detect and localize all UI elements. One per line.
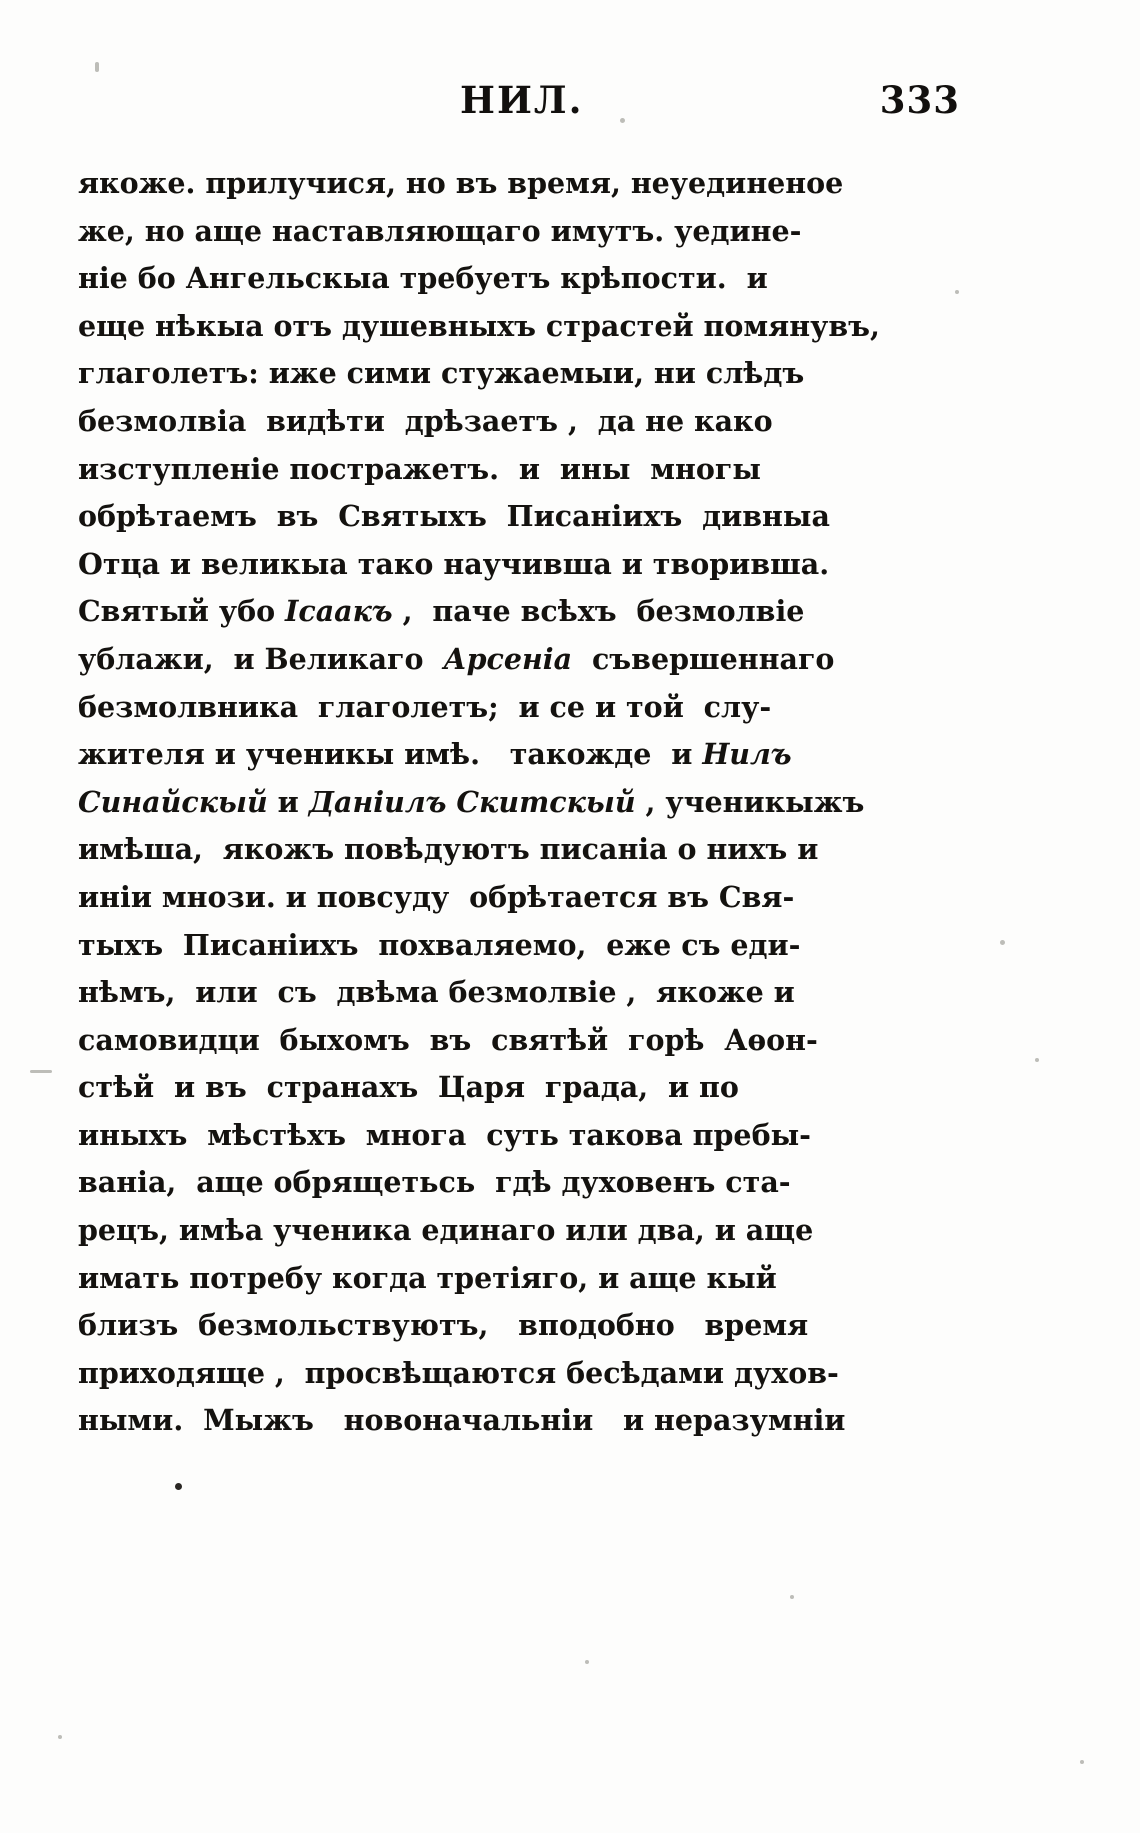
text-line: ваніа, аще обрящетьсь гдѣ духовенъ ста- (78, 1165, 791, 1200)
paper-speck (1035, 1058, 1039, 1062)
text-line: еще нѣкыа отъ душевныхъ страстей помянувъ, (78, 308, 880, 343)
text-line: иніи мнози. и повсуду обрѣтается въ Свя- (78, 879, 795, 914)
paper-speck (58, 1735, 62, 1739)
text-line: рецъ, имѣа ученика единаго или два, и аще (78, 1213, 814, 1248)
text-line: приходяще , просвѣщаются бесѣдами духов- (78, 1355, 839, 1390)
paper-speck (585, 1660, 589, 1664)
text-line: безмолвіа видѣти дрѣзаетъ , да не како (78, 403, 773, 438)
paper-speck (955, 290, 959, 294)
page-number: 333 (879, 78, 960, 122)
paper-speck (30, 1070, 52, 1073)
text-line: обрѣтаемъ въ Святыхъ Писаніихъ дивныа (78, 499, 830, 534)
text-line: Отца и великыа тако научивша и творивша. (78, 546, 830, 581)
page-title: НИЛ. (460, 78, 584, 122)
paper-speck (1080, 1760, 1084, 1764)
text-line: иныхъ мѣстѣхъ многа суть такова пребы- (78, 1117, 811, 1152)
body-text (78, 160, 983, 1445)
paper-speck (620, 118, 625, 123)
text-line: имѣша, якожъ повѣдуютъ писаніа о нихъ и (78, 832, 819, 867)
page-header (90, 78, 960, 130)
text-line: Святый убо Iсаакъ , паче всѣхъ безмолвіе (78, 594, 805, 629)
text-line: же, но аще наставляющаго имутъ. уедине- (78, 213, 802, 248)
text-line: ніе бо Ангельскыа требуетъ крѣпости. и (78, 261, 768, 296)
text-line: близъ безмольствуютъ, вподобно время (78, 1308, 809, 1343)
text-line: безмолвника глаголетъ; и се и той слу- (78, 689, 772, 724)
text-line: самовидци быхомъ въ святѣй горѣ Аѳон- (78, 1022, 818, 1057)
paper-speck (790, 1595, 794, 1599)
text-line: нѣмъ, или съ двѣма безмолвіе , якоже и (78, 975, 795, 1010)
text-line: имать потребу когда третіяго, и аще кый (78, 1260, 777, 1295)
text-line: якоже. прилучися, но въ время, неуединеное (78, 166, 844, 200)
text-line: стѣй и въ странахъ Царя града, и по (78, 1070, 739, 1105)
text-line: ублажи, и Великаго Арсеніа съвершеннаго (78, 641, 835, 676)
paper-speck (95, 62, 99, 72)
paper-speck (1000, 940, 1005, 945)
text-line: ными. Мыжъ новоначальніи и неразумніи (78, 1403, 846, 1438)
text-line: Синайскый и Даніилъ Скитскый , ученикыжъ (78, 784, 865, 819)
text-line: изступленіе постражетъ. и ины многы (78, 451, 761, 486)
text-line: тыхъ Писаніихъ похваляемо, еже съ еди- (78, 927, 801, 962)
text-line: глаголетъ: иже сими стужаемыи, ни слѣдъ (78, 356, 805, 391)
ink-mark (175, 1483, 182, 1490)
text-line: жителя и ученикы имѣ. такожде и Нилъ (78, 737, 792, 772)
